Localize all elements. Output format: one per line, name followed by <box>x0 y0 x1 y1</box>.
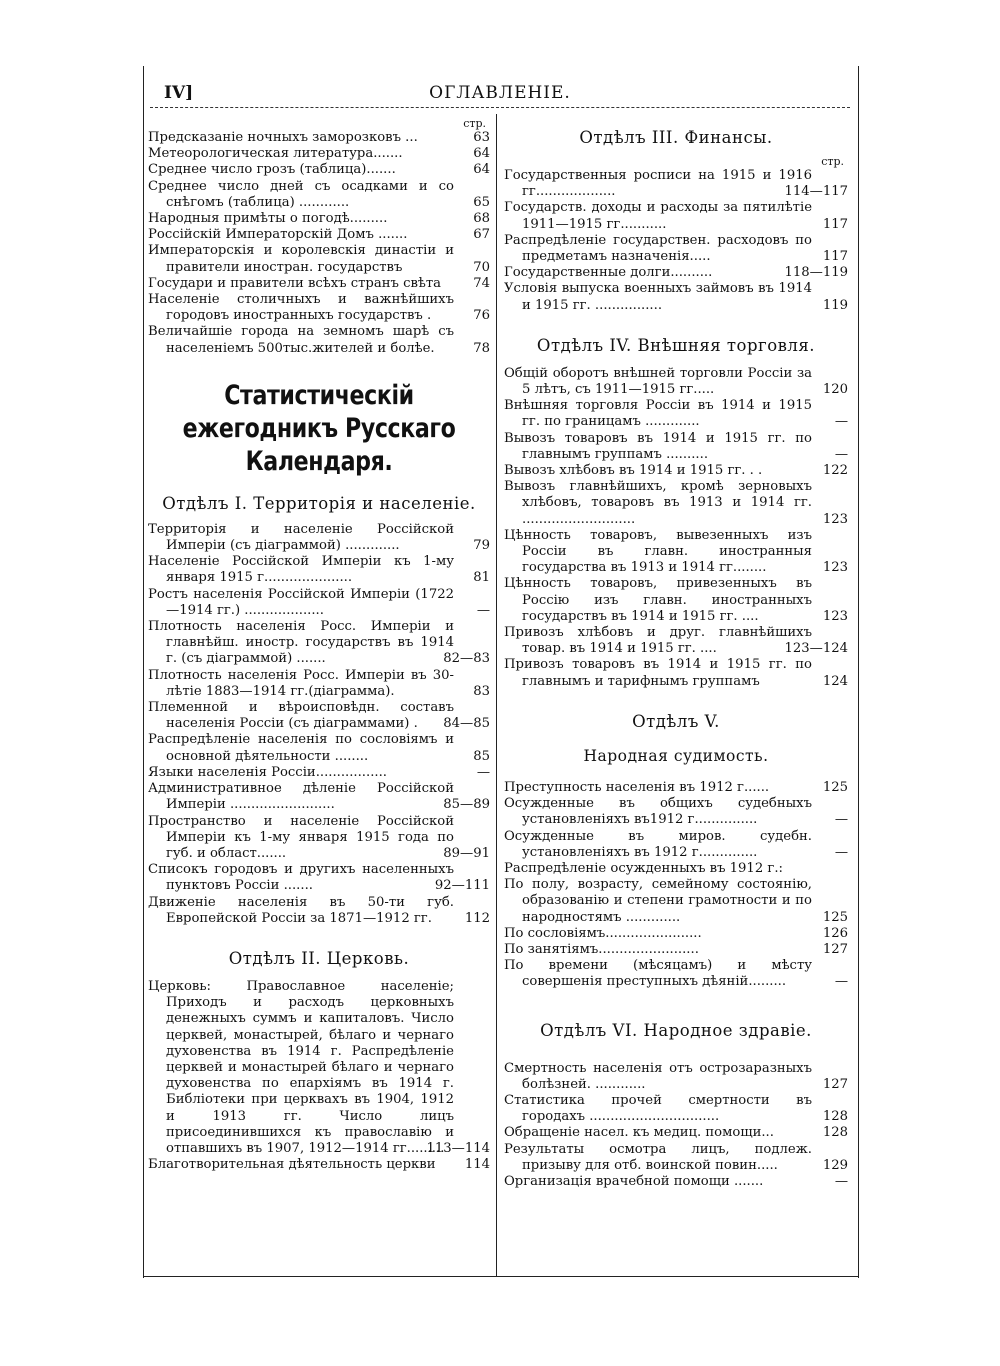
toc-list-section-1 <box>148 522 490 927</box>
toc-entry-title: Племенной и вѣроисповѣдн. составъ населенія Россіи (съ діаграммами) . <box>148 700 454 732</box>
toc-list-section-4 <box>504 366 848 690</box>
toc-entry-title: Условія выпуска военныхъ займовъ въ 1914 и 1915 гг. ................ <box>504 281 812 313</box>
toc-entry-title: Территорія и населеніе Россійской Имперіи (съ діаграммой) ............. <box>148 521 454 554</box>
toc-entry-title: Общій оборотъ внѣшней торговли Россіи за 5 лѣтъ, съ 1911—1915 гг..... <box>504 365 812 398</box>
toc-entry <box>148 700 490 732</box>
toc-entry-page: 64 <box>473 146 490 162</box>
toc-list-section-3 <box>504 168 848 314</box>
left-column <box>148 118 490 1173</box>
toc-entry <box>148 130 490 146</box>
toc-entry <box>504 657 848 689</box>
page-header <box>150 80 850 110</box>
toc-entry-title: Осужденные въ миров. судебн. установленіяхъ въ 1912 г.............. <box>504 828 812 860</box>
toc-entry-page: 83 <box>473 683 490 699</box>
toc-entry-page: 82—83 <box>443 651 490 667</box>
toc-entry <box>504 1125 848 1141</box>
toc-entry-title: Вывозъ товаровъ въ 1914 и 1915 гг. по главнымъ группамъ .......... <box>504 430 812 462</box>
toc-entry-page: 123 <box>822 608 848 624</box>
toc-entry-page: 85—89 <box>443 797 490 813</box>
toc-entry-page: 123—124 <box>784 641 848 657</box>
toc-entry-title: Населеніе Россійской Имперіи къ 1-му января 1915 г..................... <box>148 554 454 586</box>
toc-entry-page: 114—117 <box>784 184 848 200</box>
toc-entry-title: Государи и правители всѣхъ странъ свѣта <box>148 275 442 291</box>
toc-entry <box>504 1174 848 1190</box>
toc-entry-page: 78 <box>473 340 490 356</box>
toc-entry <box>148 895 490 927</box>
toc-entry-page: 117 <box>822 249 848 265</box>
toc-entry-page: 76 <box>473 308 490 324</box>
section-4-title: Отдѣлъ IV. Внѣшняя торговля. <box>536 335 816 355</box>
toc-entry-title: Императорскія и королевскія династіи и правители иностран. государствъ <box>148 243 454 275</box>
toc-entry-title: Привозъ хлѣбовъ и друг. главнѣйшихъ товар. въ 1914 и 1915 гг. .... <box>504 625 812 657</box>
toc-entry <box>504 233 848 265</box>
toc-list-section-6 <box>504 1061 848 1191</box>
toc-entry-title: По сословіямъ....................... <box>504 925 702 941</box>
toc-entry-page: — <box>834 844 848 860</box>
page-label: стр. <box>463 117 486 130</box>
toc-entry <box>504 1142 848 1174</box>
toc-entry-page: 112 <box>464 910 490 926</box>
toc-entry-title: Государств. доходы и расходы за пятилѣтіе 1911—1915 гг........... <box>504 200 812 232</box>
toc-entry <box>504 877 848 926</box>
toc-entry-title: Обращеніе насел. къ медиц. помощи... <box>504 1125 774 1141</box>
toc-entry-title: Россійскій Императорскій Домъ ....... <box>148 227 408 243</box>
toc-entry-page: — <box>834 974 848 990</box>
toc-entry-title: Движеніе населенія въ 50-ти губ. Европейской Россіи за 1871—1912 гг. <box>148 894 454 926</box>
toc-entry <box>148 522 490 554</box>
toc-entry <box>148 862 490 894</box>
toc-entry-title: Вывозъ хлѣбовъ въ 1914 и 1915 гг. . . <box>504 463 763 479</box>
toc-entry-page: 117 <box>822 216 848 232</box>
toc-entry-title: Государственныя росписи на 1915 и 1916 гг................... <box>504 168 812 200</box>
toc-entry <box>148 243 490 275</box>
toc-entry <box>148 587 490 619</box>
toc-entry-title: Языки населенія Россіи................. <box>148 764 387 780</box>
section-3-title: Отдѣлъ III. Финансы. <box>579 128 773 147</box>
toc-entry-page: 74 <box>473 275 490 291</box>
toc-entry-title: Организація врачебной помощи ....... <box>504 1173 764 1189</box>
toc-entry-title: Привозъ товаровъ въ 1914 и 1915 гг. по главнымъ и тарифнымъ группамъ <box>504 657 812 689</box>
toc-entry-page: 127 <box>822 941 848 957</box>
toc-entry <box>504 528 848 577</box>
toc-entry-title: Среднее число дней съ осадками и со снѣгомъ (таблица) ............ <box>148 178 454 210</box>
toc-entry <box>504 625 848 657</box>
toc-entry-page: 63 <box>473 130 490 145</box>
toc-entry-page: — <box>834 446 848 462</box>
toc-entry-page: 120 <box>822 382 848 398</box>
toc-entry-title: По полу, возрасту, семейному состоянію, образованію и степени грамотности и по народностямъ ............. <box>504 877 812 925</box>
toc-entry <box>148 979 490 1157</box>
toc-entry-page: — <box>476 764 490 780</box>
toc-entry-title: Цѣнность товаровъ, вывезенныхъ изъ Россіи въ главн. иностранныя государства въ 1913 и 1914 гг........ <box>504 527 812 576</box>
toc-entry-title: Ростъ населенія Россійской Имперіи (1722—1914 гг.) ................... <box>148 586 454 618</box>
toc-entry-title: Смертность населенія отъ острозаразныхъ болѣзней. ............ <box>504 1060 812 1092</box>
toc-entry <box>504 829 848 861</box>
toc-entry <box>504 942 848 958</box>
toc-entry-title: Государственные долги.......... <box>504 265 713 281</box>
toc-entry-title: Предсказаніе ночныхъ заморозковъ ... <box>148 130 418 145</box>
toc-entry <box>148 162 490 178</box>
toc-entry-page: — <box>834 812 848 828</box>
toc-entry-page: 125 <box>822 909 848 925</box>
toc-entry <box>504 796 848 828</box>
toc-entry-page: — <box>476 602 490 618</box>
toc-list-section-5 <box>504 780 848 991</box>
toc-entry <box>148 668 490 700</box>
toc-entry-page: 126 <box>822 925 848 941</box>
toc-entry <box>148 765 490 781</box>
toc-entry <box>148 211 490 227</box>
toc-entry <box>148 554 490 586</box>
toc-entry-page: 118—119 <box>784 265 848 281</box>
toc-entry <box>504 168 848 200</box>
toc-list-top <box>148 130 490 357</box>
toc-entry-page: 128 <box>822 1109 848 1125</box>
toc-entry <box>504 200 848 232</box>
toc-entry-title: Статистика прочей смертности въ городахъ ............................... <box>504 1092 812 1125</box>
toc-entry-title: Осужденные въ общихъ судебныхъ установленіяхъ въ1912 г............... <box>504 796 812 828</box>
toc-entry-page: 81 <box>473 570 490 586</box>
toc-entry <box>504 431 848 463</box>
toc-entry-page: 124 <box>822 673 848 689</box>
toc-entry-page: 129 <box>822 1157 848 1173</box>
toc-entry-title: Церковь: Православное населеніе; Приходъ и расходъ церковныхъ денежныхъ суммъ и капиталовъ. Число церквей, монастырей, бѣлаго и чернаго духовенства въ 1914 г. Распредѣленіе церквей и монастырей бѣлаго и чернаго духовенства по епархіямъ въ 1914 г. Библіотеки при церквахъ въ 1904, 1912 и 1913 гг. Число лицъ присоединившихся къ православію и отпавшихъ въ 1907, 1912—1914 гг......... <box>148 978 454 1156</box>
yearbook-title: Статистическій ежегодникъ Русскаго Календаря. <box>182 379 456 477</box>
toc-entry <box>148 227 490 243</box>
toc-entry-title: Благотворительная дѣятельность церкви <box>148 1157 436 1173</box>
header-rule <box>150 107 850 108</box>
toc-entry-page: — <box>834 1173 848 1189</box>
toc-entry-page: 84—85 <box>443 716 490 732</box>
toc-entry-page: 123 <box>822 511 848 527</box>
toc-entry-title: Распредѣленіе осужденныхъ въ 1912 г.: <box>504 860 783 876</box>
toc-entry <box>148 732 490 764</box>
toc-entry-title: Народныя примѣты о погодѣ......... <box>148 211 388 227</box>
toc-entry-page: 65 <box>473 194 490 210</box>
toc-entry <box>504 958 848 990</box>
toc-entry <box>504 1093 848 1125</box>
toc-entry-page: 123 <box>822 560 848 576</box>
toc-entry <box>148 292 490 324</box>
toc-entry-page: 119 <box>822 297 848 313</box>
section-5-title: Отдѣлъ V. <box>632 711 720 731</box>
toc-entry <box>504 281 848 313</box>
column-divider <box>496 114 497 1276</box>
toc-entry <box>504 926 848 942</box>
toc-entry <box>504 861 848 877</box>
toc-entry-title: Среднее число грозъ (таблица)....... <box>148 162 396 178</box>
toc-entry-page: 114 <box>464 1157 490 1173</box>
toc-entry <box>148 1157 490 1173</box>
toc-entry-title: По занятіямъ........................ <box>504 941 699 957</box>
toc-entry-page: 67 <box>473 227 490 243</box>
toc-entry-title: Результаты осмотра лицъ, подлеж. призыву для отб. воинской повин..... <box>504 1141 812 1173</box>
toc-entry <box>148 781 490 813</box>
toc-entry-title: Цѣнность товаровъ, привезенныхъ въ Россію изъ главн. иностранныхъ государствъ въ 1914 и 1915 гг. .... <box>504 576 812 624</box>
right-column <box>504 118 848 1190</box>
toc-list-section-2 <box>148 979 490 1173</box>
toc-entry-page: 92—111 <box>434 878 490 894</box>
toc-entry-title: Распредѣленіе населенія по сословіямъ и основной дѣятельности ........ <box>148 732 454 764</box>
bottom-rule <box>143 1276 859 1277</box>
toc-entry-page: 85 <box>473 748 490 764</box>
toc-entry-page: 128 <box>822 1125 848 1141</box>
toc-entry-title: Метеорологическая литература....... <box>148 146 403 162</box>
toc-entry <box>504 780 848 796</box>
toc-entry <box>504 265 848 281</box>
toc-entry <box>504 576 848 625</box>
toc-entry-page: — <box>834 414 848 430</box>
page-number: IV] <box>164 83 194 103</box>
toc-entry <box>148 324 490 356</box>
toc-entry <box>504 1061 848 1093</box>
section-2-title: Отдѣлъ II. Церковь. <box>228 948 410 968</box>
toc-entry-title: Распредѣленіе государствен. расходовъ по предметамъ назначенія..... <box>504 232 812 265</box>
section-6-title: Отдѣлъ VI. Народное здравіе. <box>540 1020 812 1040</box>
toc-entry-page: 127 <box>822 1076 848 1092</box>
toc-entry-page: 70 <box>473 259 490 275</box>
toc-entry <box>504 479 848 528</box>
section-1-title: Отдѣлъ I. Территорія и населеніе. <box>162 493 476 513</box>
toc-entry-title: Списокъ городовъ и другихъ населенныхъ пунктовъ Россіи ....... <box>148 862 454 894</box>
toc-entry-page: 113—114 <box>426 1140 490 1156</box>
toc-entry <box>148 146 490 162</box>
page-label: стр. <box>821 155 844 168</box>
toc-entry-title: Плотность населенія Росс. Имперіи въ 30-лѣтіе 1883—1914 гг.(діаграмма). <box>148 667 454 699</box>
toc-entry-page: 125 <box>822 779 848 795</box>
toc-entry <box>148 179 490 211</box>
toc-entry <box>148 814 490 863</box>
toc-entry <box>504 398 848 430</box>
toc-entry-title: Вывозъ главнѣйшихъ, кромѣ зерновыхъ хлѣбовъ, товаровъ въ 1913 и 1914 гг. ........................... <box>504 479 812 527</box>
toc-entry <box>148 619 490 668</box>
toc-entry-title: Преступность населенія въ 1912 г...... <box>504 779 770 795</box>
toc-entry-title: Внѣшняя торговля Россіи въ 1914 и 1915 гг. по границамъ ............. <box>504 398 812 430</box>
toc-entry-title: Пространство и населеніе Россійской Имперіи къ 1-му января 1915 года по губ. и област....... <box>148 813 454 861</box>
toc-entry-page: 64 <box>473 162 490 178</box>
section-5-subtitle: Народная судимость. <box>583 746 769 765</box>
toc-entry <box>504 366 848 398</box>
running-title: ОГЛАВЛЕНІЕ. <box>429 83 571 103</box>
toc-entry-title: Административное дѣленіе Россійской Имперіи ......................... <box>148 781 454 813</box>
toc-entry-page: 122 <box>822 463 848 479</box>
toc-entry-title: По времени (мѣсяцамъ) и мѣсту совершенія преступныхъ дѣяній......... <box>504 958 812 990</box>
toc-entry-title: Величайшіе города на земномъ шарѣ съ населеніемъ 500тыс.жителей и болѣе. <box>148 324 454 356</box>
toc-entry-page: 68 <box>473 211 490 227</box>
toc-entry-page: 89—91 <box>443 845 490 861</box>
toc-entry-title: Плотность населенія Росс. Имперіи и главнѣйш. иностр. государствъ въ 1914 г. (съ діаграммой) ....... <box>148 619 454 667</box>
toc-entry <box>504 463 848 479</box>
toc-entry <box>148 276 490 292</box>
toc-entry-page: 79 <box>473 538 490 554</box>
toc-entry-title: Населеніе столичныхъ и важнѣйшихъ городовъ иностранныхъ государствъ . <box>148 292 454 324</box>
